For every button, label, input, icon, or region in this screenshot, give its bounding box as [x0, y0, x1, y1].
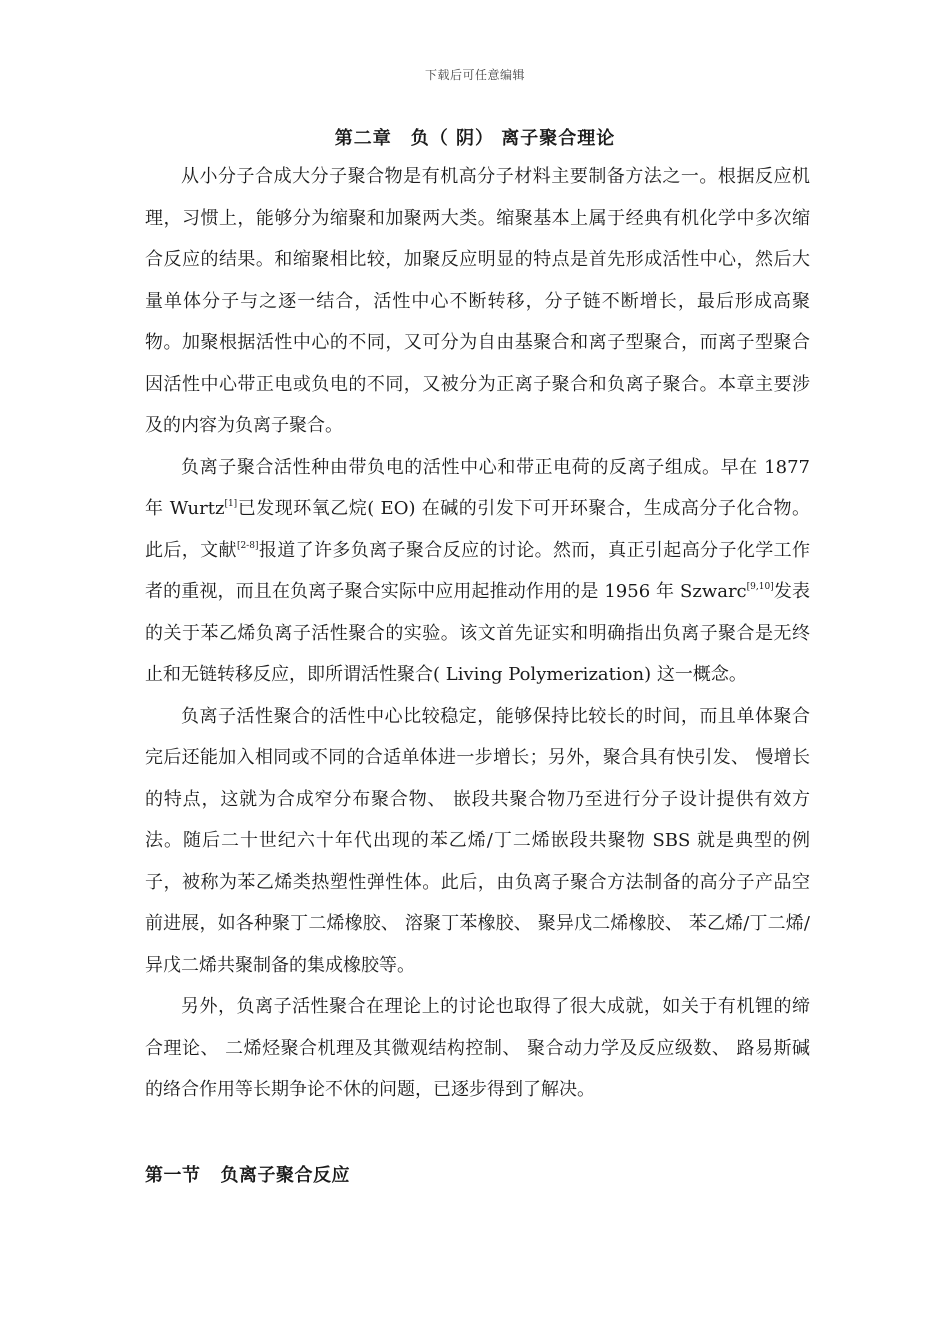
paragraph-2-part-a: 负离子聚合活性种由带负电的活性中心和带正电荷的反离子组成。早在 1877 年 Wurtz: [145, 456, 810, 519]
paragraph-3: 负离子活性聚合的活性中心比较稳定，能够保持比较长的时间，而且单体聚合完后还能加入相同或不同的合适单体进一步增长；另外，聚合具有快引发、 慢增长的特点，这就为合成窄分布聚合物、 嵌段共聚合物乃至进行分子设计提供有效方法。随后二十世纪六十年代出现的苯乙烯/丁二烯嵌段共聚物 SBS 就是典型的例子，被称为苯乙烯类热塑性弹性体。此后，由负离子聚合方法制备的高分子产品空前进展，如各种聚丁二烯橡胶、 溶聚丁苯橡胶、 聚异戊二烯橡胶、 苯乙烯/丁二烯/异戊二烯共聚制备的集成橡胶等。: [145, 705, 810, 976]
body-text: [145, 156, 810, 1111]
chapter-title: 第二章 负（ 阴） 离子聚合理论: [334, 128, 616, 149]
section-number: 第一节: [145, 1165, 201, 1186]
citation-ref-1: [1]: [224, 499, 238, 509]
paragraph-2-part-c: 报道了许多负离子聚合反应的讨论。然而，真正引起高分子化学工作者的重视，而且在负离子聚合实际中应用起推动作用的是 1956 年 Szwarc: [145, 539, 811, 602]
paragraph-2: [145, 447, 810, 696]
header-note: 下载后可任意编辑: [424, 68, 525, 82]
section-title-text: 负离子聚合反应: [220, 1165, 350, 1186]
paragraph-1: 从小分子合成大分子聚合物是有机高分子材料主要制备方法之一。根据反应机理，习惯上，能够分为缩聚和加聚两大类。缩聚基本上属于经典有机化学中多次缩合反应的结果。和缩聚相比较，加聚反应明显的特点是首先形成活性中心，然后大量单体分子与之逐一结合，活性中心不断转移，分子链不断增长，最后形成高聚物。加聚根据活性中心的不同，又可分为自由基聚合和离子型聚合，而离子型聚合因活性中心带正电或负电的不同，又被分为正离子聚合和负离子聚合。本章主要涉及的内容为负离子聚合。: [145, 166, 810, 436]
paragraph-2-part-b: 已发现环氧乙烷( EO) 在碱的引发下可开环聚合，生成高分子化合物。此后，文献: [145, 498, 810, 561]
section-heading: [145, 1161, 350, 1187]
citation-ref-2-8: [2-8]: [236, 540, 259, 551]
paragraph-2-part-d: 发表的关于苯乙烯负离子活性聚合的实验。该文首先证实和明确指出负离子聚合是无终止和无链转移反应，即所谓活性聚合( Living Polymerization) 这一概念。: [145, 581, 810, 685]
citation-ref-9-10: [9,10]: [746, 582, 774, 592]
paragraph-4: 另外，负离子活性聚合在理论上的讨论也取得了很大成就，如关于有机锂的缔合理论、 二烯烃聚合机理及其微观结构控制、 聚合动力学及反应级数、 路易斯碱的络合作用等长期争论不休的问题，已逐步得到了解决。: [145, 996, 810, 1100]
